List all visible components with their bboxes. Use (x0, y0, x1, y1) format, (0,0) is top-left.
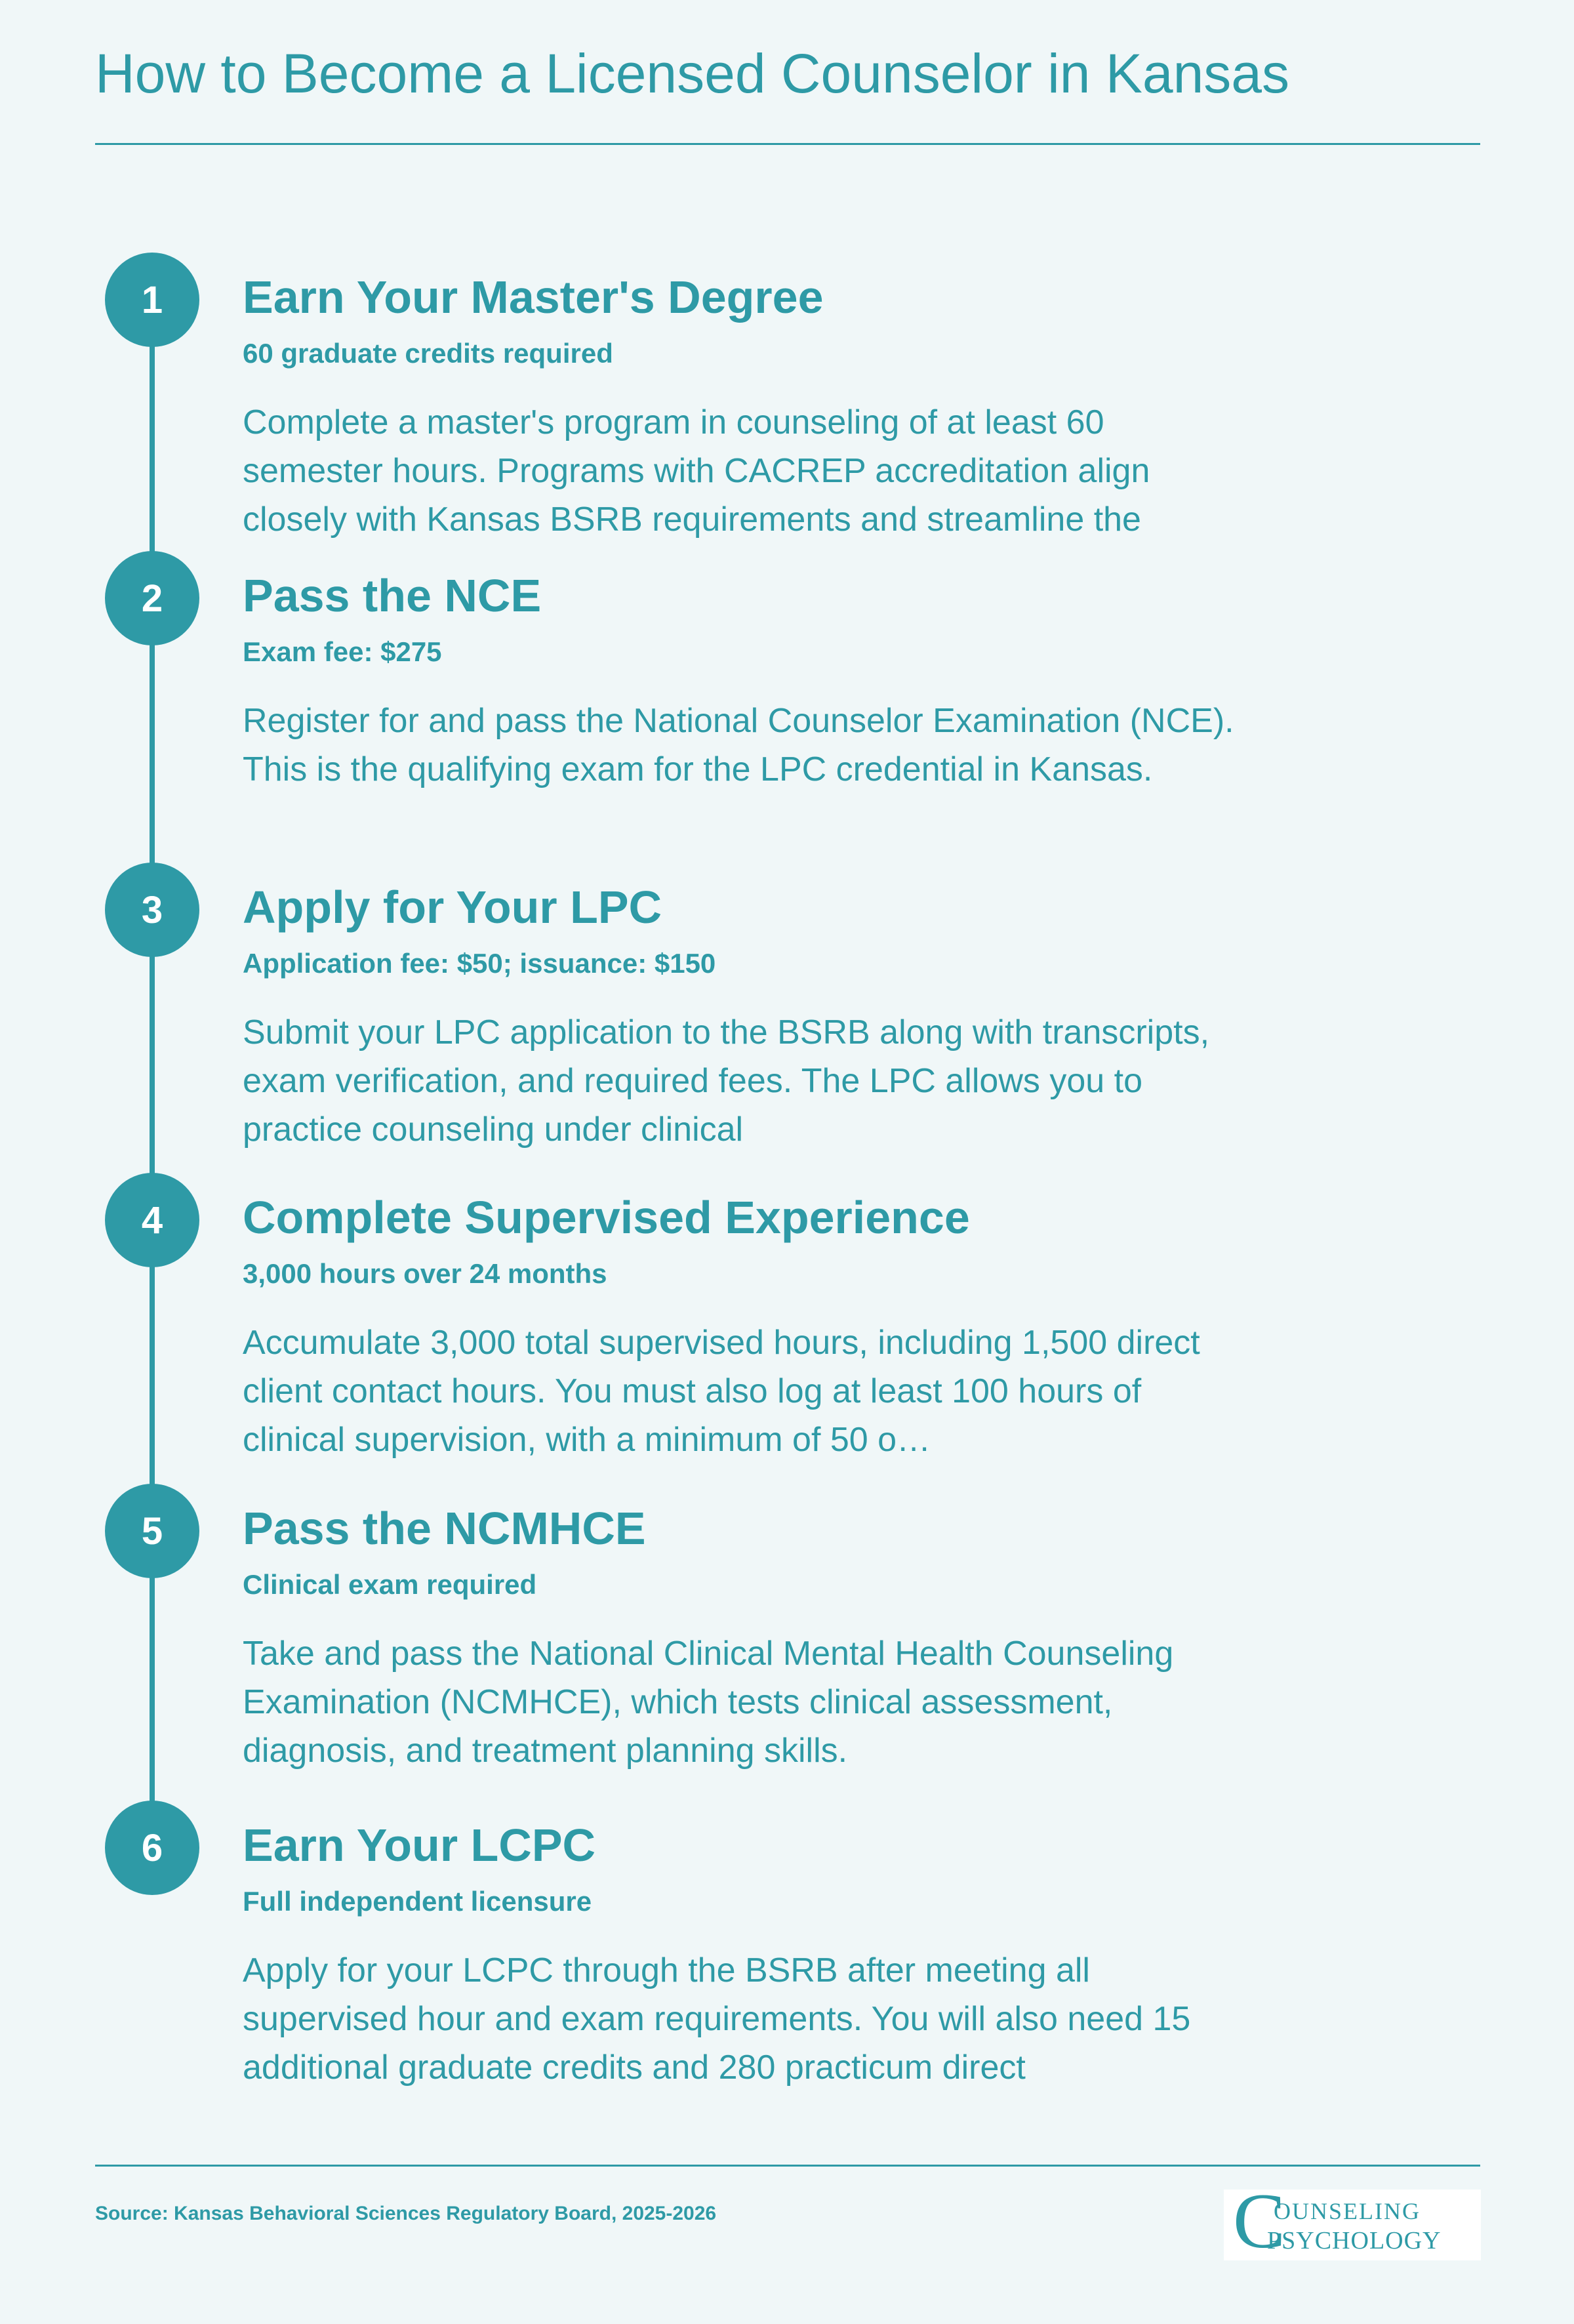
step-number-badge: 4 (105, 1173, 199, 1267)
step-subheading: Full independent licensure (243, 1886, 592, 1917)
step-subheading: 3,000 hours over 24 months (243, 1258, 607, 1289)
step-number-badge: 6 (105, 1801, 199, 1895)
step-3 (0, 863, 1574, 1149)
step-1 (0, 253, 1574, 539)
step-description: Register for and pass the National Counselor Examination (NCE). This is the qualifying exam for the LPC credential in Kansas. (243, 702, 1234, 788)
logo-text-line1: OUNSELING (1274, 2198, 1421, 2224)
step-subheading: Exam fee: $275 (243, 636, 442, 667)
step-5 (0, 1484, 1574, 1770)
step-heading: Complete Supervised Experience (243, 1192, 970, 1243)
step-subheading: 60 graduate credits required (243, 338, 613, 369)
step-heading: Apply for Your LPC (243, 882, 662, 933)
step-heading: Earn Your Master's Degree (243, 272, 824, 323)
step-subheading: Clinical exam required (243, 1569, 537, 1600)
step-number-badge: 1 (105, 253, 199, 347)
step-6 (0, 1801, 1574, 2087)
step-4 (0, 1173, 1574, 1459)
step-2 (0, 551, 1574, 826)
header-divider (95, 143, 1480, 145)
step-description: Accumulate 3,000 total supervised hours, including 1,500 direct client contact hours. You must also log at least 100 hours of clinical supervision, with a minimum of 50 o… (243, 1324, 1200, 1459)
step-heading: Pass the NCMHCE (243, 1503, 646, 1554)
step-description: Take and pass the National Clinical Mental Health Counseling Examination (NCMHCE), which tests clinical assessment, diagnosis, and treatment planning skills. (243, 1635, 1174, 1770)
step-description: Apply for your LCPC through the BSRB after meeting all supervised hour and exam requirements. You will also need 15 additional graduate credits and 280 practicum direct (243, 1951, 1191, 2087)
logo-text-line2: PSYCHOLOGY (1267, 2227, 1442, 2254)
logo-initial: C (1233, 2177, 1286, 2264)
step-heading: Pass the NCE (243, 570, 542, 621)
step-number-badge: 3 (105, 863, 199, 957)
step-description: Complete a master's program in counseling of at least 60 semester hours. Programs with CACREP accreditation align closely with Kansas BSRB requirements and streamline the (243, 403, 1150, 539)
step-subheading: Application fee: $50; issuance: $150 (243, 948, 716, 979)
page-title: How to Become a Licensed Counselor in Kansas (95, 43, 1290, 104)
step-number-badge: 5 (105, 1484, 199, 1578)
step-description: Submit your LPC application to the BSRB along with transcripts, exam verification, and required fees. The LPC allows you to practice counseling under clinical (243, 1013, 1210, 1149)
step-number-badge: 2 (105, 551, 199, 645)
source-citation: Source: Kansas Behavioral Sciences Regulatory Board, 2025-2026 (95, 2203, 717, 2224)
counseling-psychology-logo (1224, 2177, 1481, 2264)
step-heading: Earn Your LCPC (243, 1820, 596, 1871)
footer-divider (95, 2165, 1480, 2167)
